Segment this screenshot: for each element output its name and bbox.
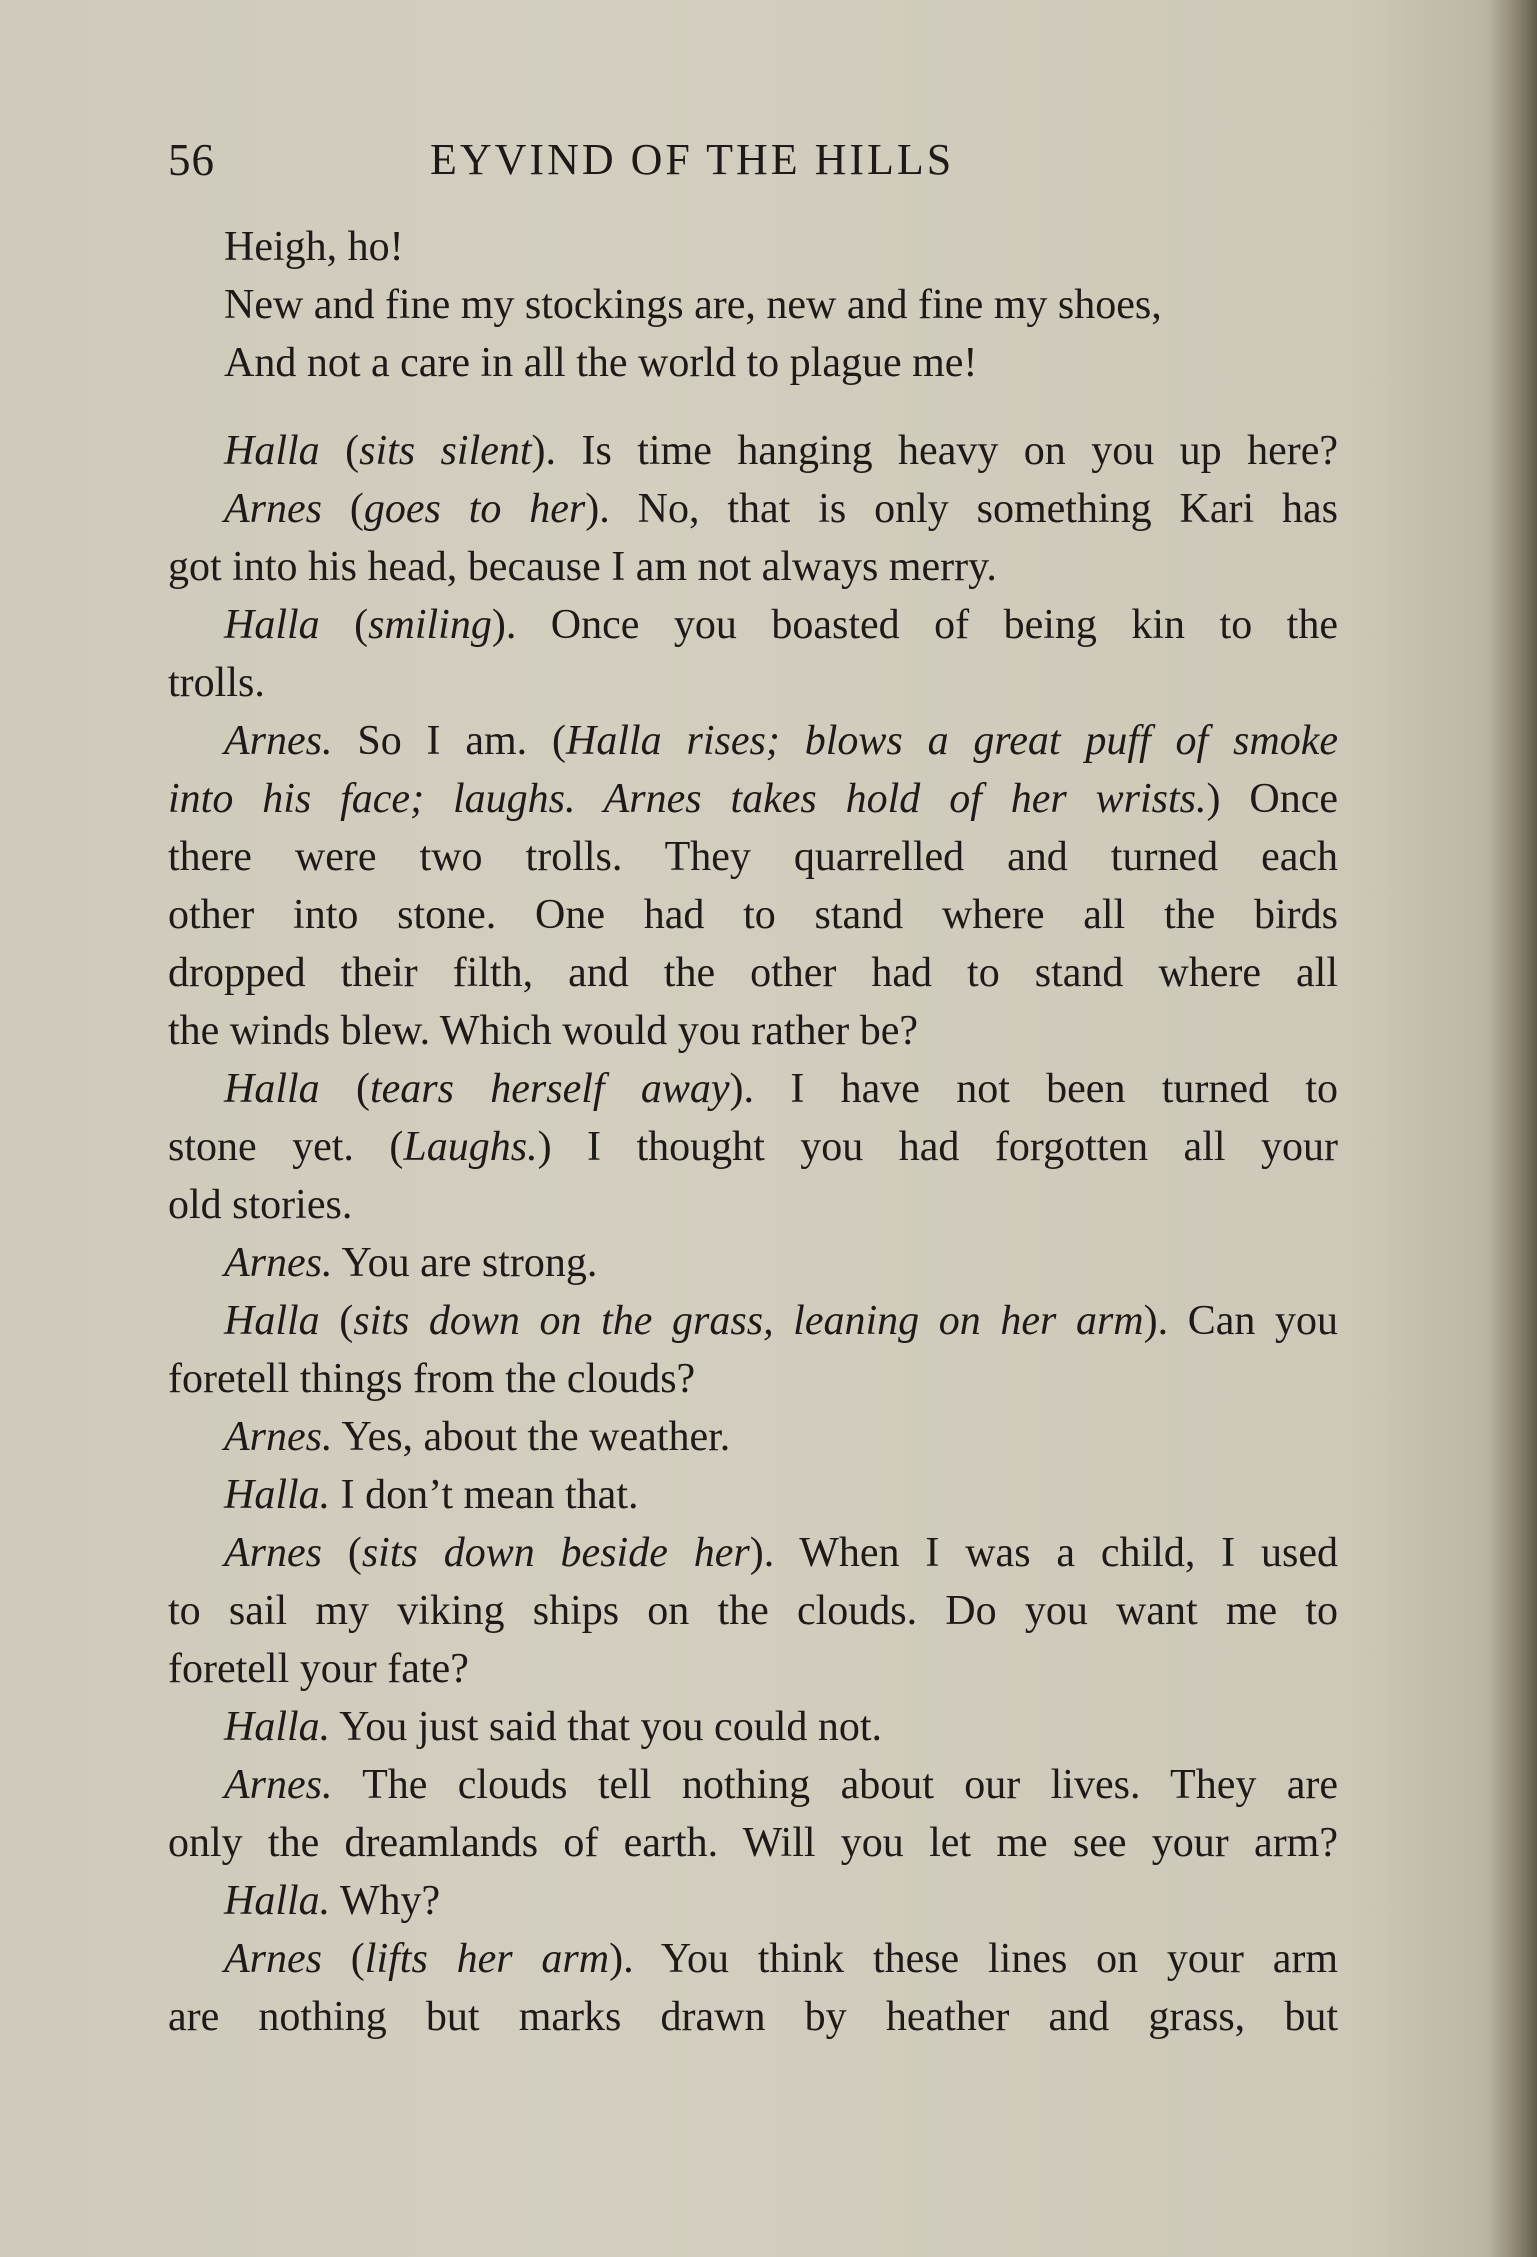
speaker-name: Halla [224,1298,320,1344]
stage-direction: Laughs. [403,1124,538,1170]
stage-direction: goes to her [363,486,586,532]
stage-direction: sits silent [359,428,532,474]
verse-line: And not a care in all the world to plague me! [224,340,978,386]
speaker-name: Halla [224,602,320,648]
dialogue-line: Arnes (goes to her). No, that is only something Kari has [224,486,1338,532]
dialogue-line: Halla. You just said that you could not. [224,1704,883,1750]
speaker-name: Arnes [224,1530,322,1576]
dialogue-line: Halla (smiling). Once you boasted of being kin to the [224,602,1338,648]
text-line: got into his head, because I am not always merry. [168,544,997,590]
stanza-gap [168,392,1338,422]
page-header [168,130,1308,190]
text-line: only the dreamlands of earth. Will you let me see your arm? [168,1820,1338,1866]
dialogue-line: Halla. Why? [224,1878,441,1924]
text-line: there were two trolls. They quarrelled and turned each [168,834,1338,880]
page-spine-shadow [1489,0,1537,2257]
speaker-name: Halla [224,428,320,474]
speaker-name: Halla. [224,1704,331,1750]
speaker-name: Arnes. [224,1414,333,1460]
text-line: trolls. [168,660,265,706]
stage-direction: sits down on the grass, leaning on her arm [353,1298,1144,1344]
speaker-name: Arnes [224,486,322,532]
text-line: dropped their filth, and the other had to stand where all [168,950,1338,996]
stage-direction: Halla rises; blows a great puff of smoke [566,718,1338,764]
text-line: into his face; laughs. Arnes takes hold of her wrists.) Once [168,776,1338,822]
text-line: foretell things from the clouds? [168,1356,696,1402]
speaker-name: Halla. [224,1878,331,1924]
text-line: foretell your fate? [168,1646,469,1692]
stage-direction: tears herself away [369,1066,730,1112]
text-line: other into stone. One had to stand where all the birds [168,892,1338,938]
speaker-name: Arnes [224,1936,322,1982]
text-line: are nothing but marks drawn by heather and grass, but [168,1994,1338,2040]
stage-direction: smiling [368,602,492,648]
stage-direction: into his face; laughs. Arnes takes hold of her wrists. [168,776,1207,822]
dialogue-line: Arnes. Yes, about the weather. [224,1414,731,1460]
speaker-name: Halla [224,1066,320,1112]
dialogue-line: Halla (sits silent). Is time hanging heavy on you up here? [224,428,1338,474]
text-line: the winds blew. Which would you rather be? [168,1008,918,1054]
speaker-name: Arnes. [224,1240,333,1286]
dialogue-line: Arnes. The clouds tell nothing about our lives. They are [224,1762,1338,1808]
speaker-name: Halla. [224,1472,331,1518]
page-text [168,218,1338,2046]
verse-line: Heigh, ho! [224,224,404,270]
dialogue-line: Halla (sits down on the grass, leaning on her arm). Can you [224,1298,1338,1344]
dialogue-line: Halla. I don’t mean that. [224,1472,639,1518]
speaker-name: Arnes. [224,718,333,764]
dialogue-line: Arnes. You are strong. [224,1240,598,1286]
dialogue-line: Arnes. So I am. (Halla rises; blows a great puff of smoke [224,718,1338,764]
stage-direction: sits down beside her [361,1530,750,1576]
text-line: old stories. [168,1182,353,1228]
stage-direction: lifts her arm [364,1936,610,1982]
text-line: stone yet. (Laughs.) I thought you had forgotten all your [168,1124,1338,1170]
running-head: EYVIND OF THE HILLS [430,135,955,184]
dialogue-line: Arnes (lifts her arm). You think these lines on your arm [224,1936,1339,1982]
speaker-name: Arnes. [224,1762,333,1808]
text-line: to sail my viking ships on the clouds. Do you want me to [168,1588,1338,1634]
dialogue-line: Arnes (sits down beside her). When I was a child, I used [224,1530,1338,1576]
dialogue-line: Halla (tears herself away). I have not been turned to [224,1066,1338,1112]
page-number: 56 [168,135,215,185]
verse-line: New and fine my stockings are, new and fine my shoes, [224,282,1162,328]
